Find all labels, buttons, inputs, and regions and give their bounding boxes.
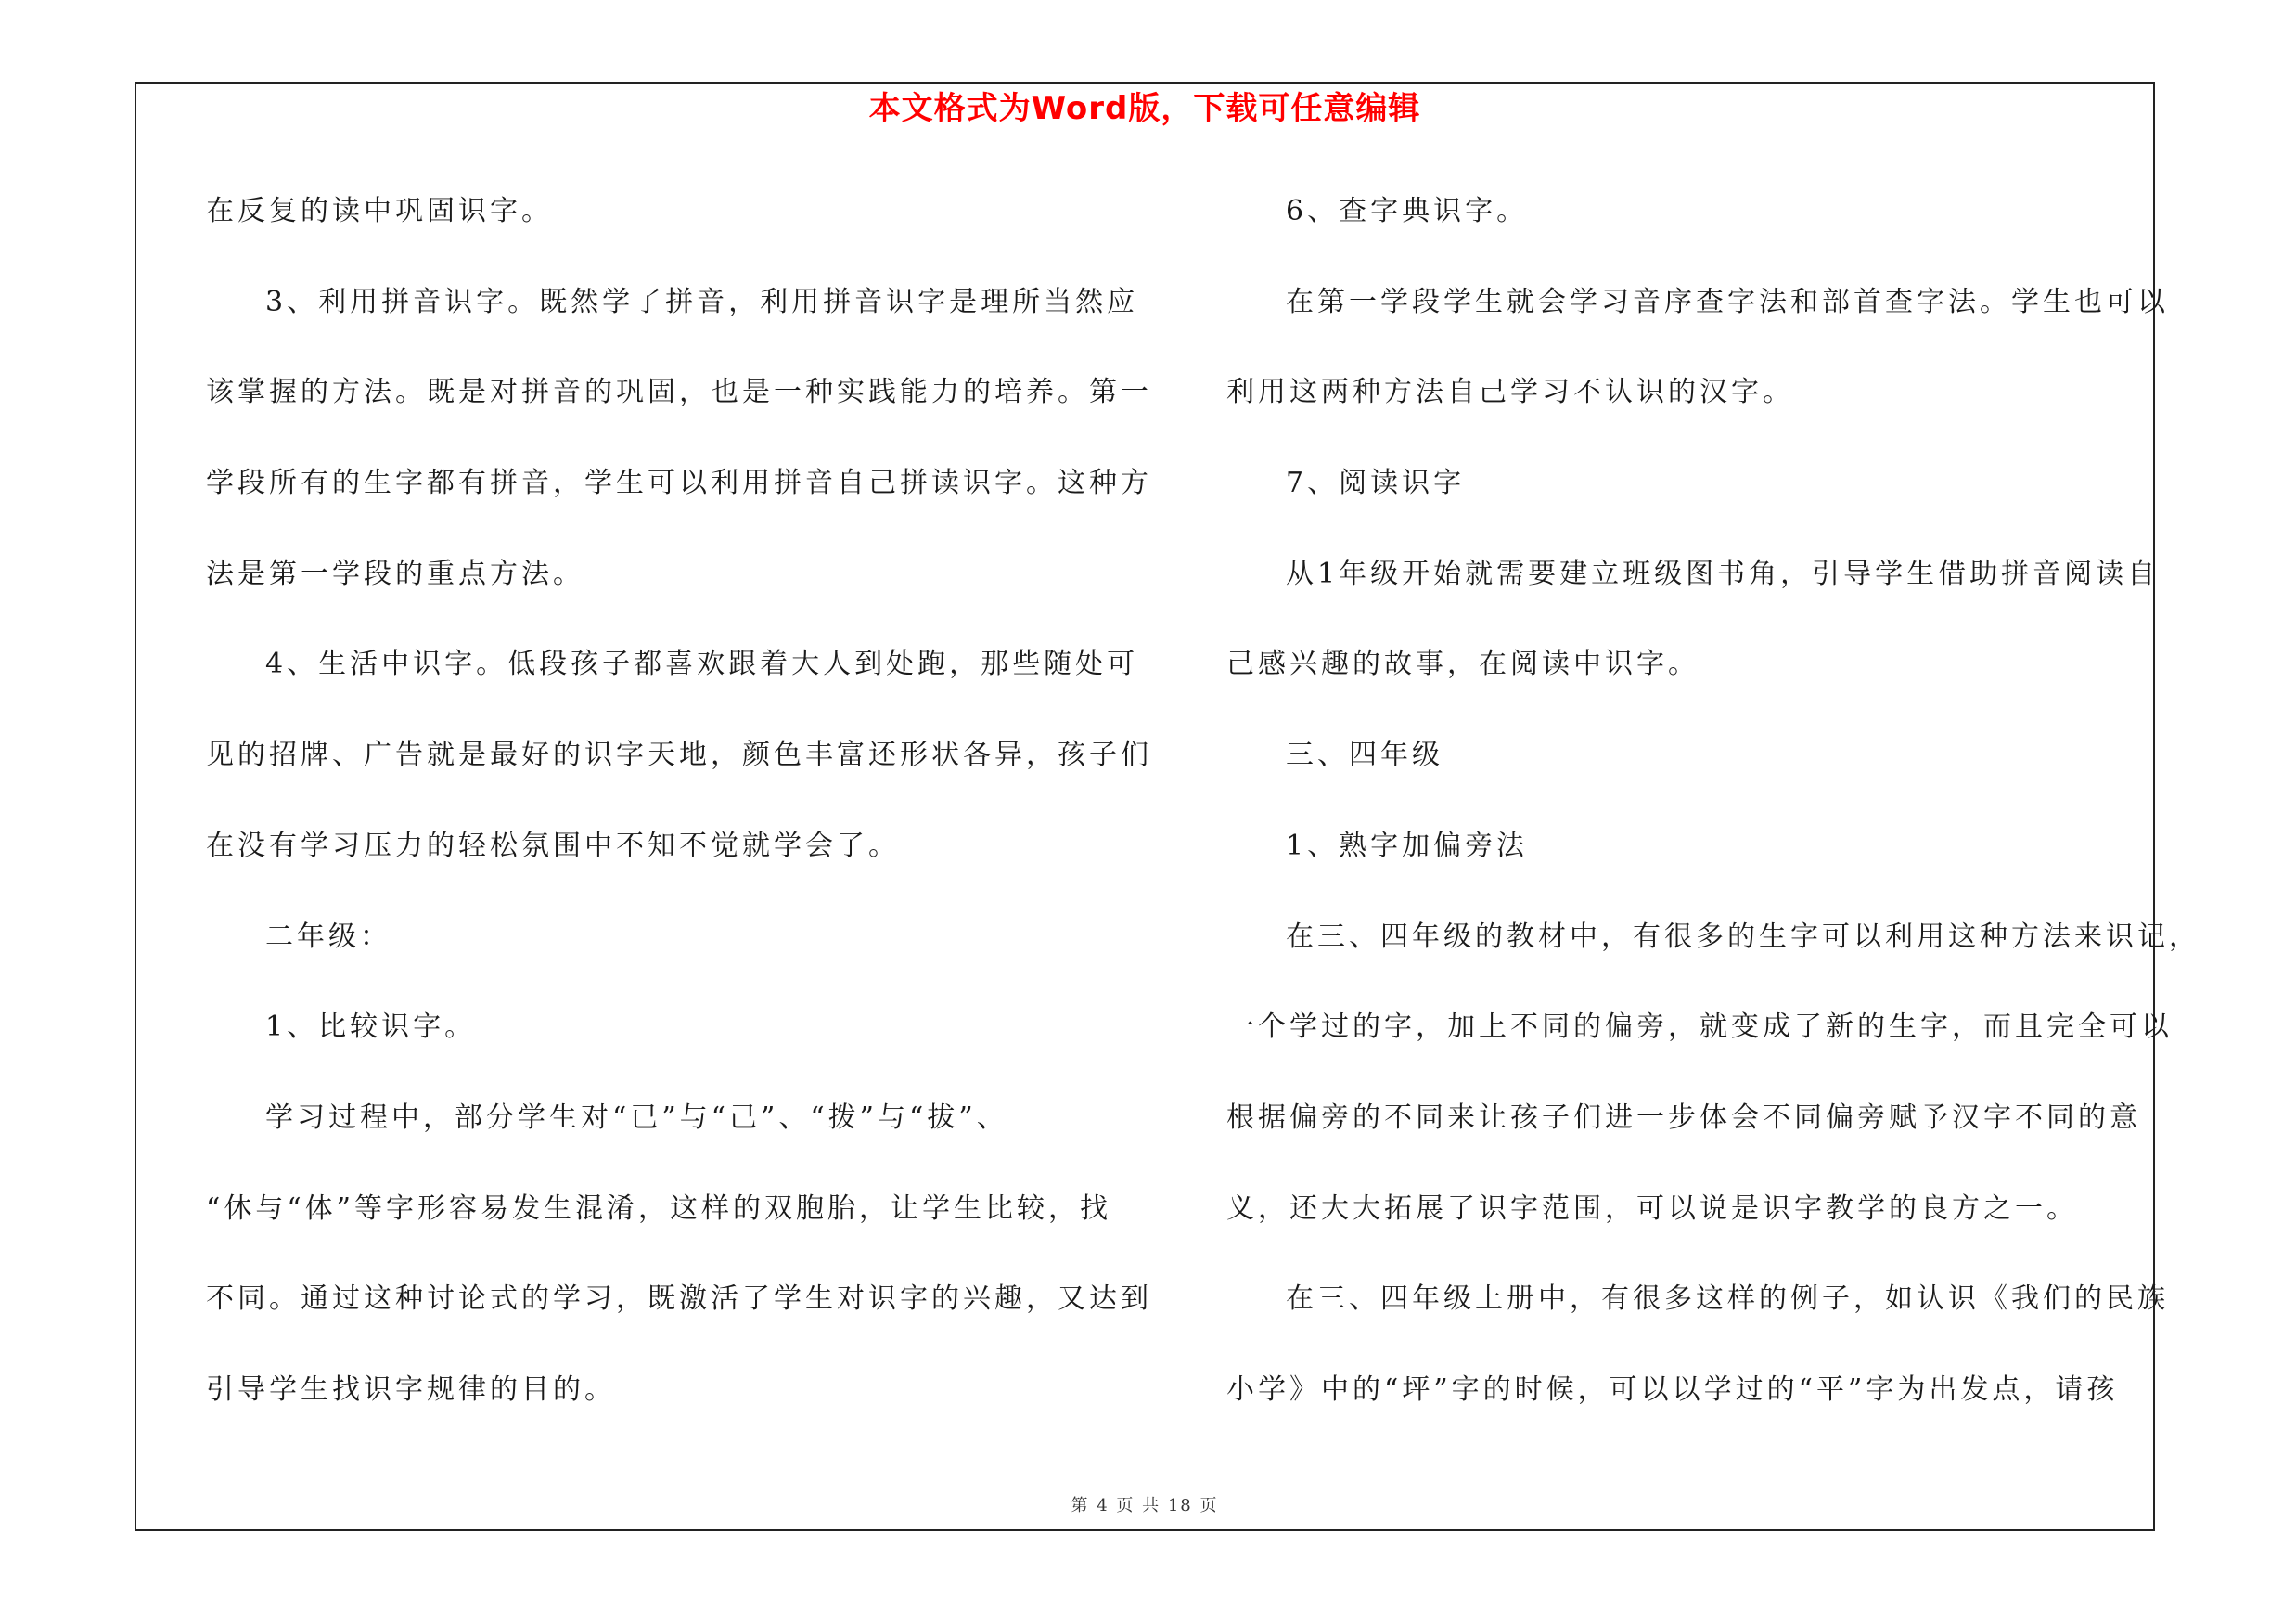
paragraph-line: 学段所有的生字都有拼音，学生可以利用拼音自己拼读识字。这种方 [206, 467, 1152, 500]
paragraph-line: 在三、四年级的教材中，有很多的生字可以利用这种方法来识记， [1286, 920, 2200, 953]
left-column [206, 182, 1152, 1451]
paragraph-line: “休与“体”等字形容易发生混淆，这样的双胞胎，让学生比较，找 [206, 1191, 1112, 1225]
paragraph-line: 法是第一学段的重点方法。 [206, 557, 584, 590]
paragraph-line: 引导学生找识字规律的目的。 [206, 1372, 616, 1406]
paragraph-line: 小学》中的“坪”字的时候，可以以学过的“平”字为出发点，请孩 [1226, 1372, 2119, 1406]
paragraph-line: 一个学过的字，加上不同的偏旁，就变成了新的生字，而且完全可以 [1226, 1011, 2173, 1044]
paragraph-line: 该掌握的方法。既是对拼音的巩固，也是一种实践能力的培养。第一 [206, 376, 1152, 409]
paragraph-line: 在反复的读中巩固识字。 [206, 195, 553, 227]
paragraph-line: 义，还大大拓展了识字范围，可以说是识字教学的良方之一。 [1226, 1191, 2078, 1225]
paragraph-line: 利用这两种方法自己学习不认识的汉字。 [1226, 376, 1794, 409]
section-heading: 二年级： [265, 920, 391, 953]
paragraph-line: 己感兴趣的故事，在阅读中识字。 [1226, 648, 1700, 681]
paragraph-line: 在第一学段学生就会学习音序查字法和部首查字法。学生也可以 [1286, 285, 2169, 318]
paragraph-line: 3、利用拼音识字。既然学了拼音，利用拼音识字是理所当然应 [265, 285, 1139, 318]
paragraph-line: 从1年级开始就需要建立班级图书角，引导学生借助拼音阅读自 [1286, 557, 2160, 590]
paragraph-line: 在没有学习压力的轻松氛围中不知不觉就学会了。 [206, 829, 900, 862]
paragraph-line: 学习过程中，部分学生对“已”与“己”、“拨”与“拔”、 [265, 1101, 1008, 1134]
paragraph-line: 根据偏旁的不同来让孩子们进一步体会不同偏旁赋予汉字不同的意 [1226, 1101, 2141, 1134]
subsection-heading: 1、熟字加偏旁法 [1286, 829, 1529, 862]
paragraph-line: 不同。通过这种讨论式的学习，既激活了学生对识字的兴趣，又达到 [206, 1282, 1152, 1316]
paragraph-line: 4、生活中识字。低段孩子都喜欢跟着大人到处跑，那些随处可 [265, 648, 1139, 681]
section-heading: 三、四年级 [1286, 739, 1443, 772]
paragraph-line: 见的招牌、广告就是最好的识字天地，颜色丰富还形状各异，孩子们 [206, 739, 1152, 772]
subsection-heading: 1、比较识字。 [265, 1011, 477, 1044]
subsection-heading: 7、阅读识字 [1286, 467, 1466, 500]
header-banner: 本文格式为Word版，下载可任意编辑 [868, 90, 1421, 127]
right-column [1226, 182, 2200, 1451]
paragraph-line: 在三、四年级上册中，有很多这样的例子，如认识《我们的民族 [1286, 1282, 2169, 1316]
page-number-footer: 第 4 页 共 18 页 [1071, 1496, 1219, 1515]
subsection-heading: 6、查字典识字。 [1286, 195, 1529, 227]
